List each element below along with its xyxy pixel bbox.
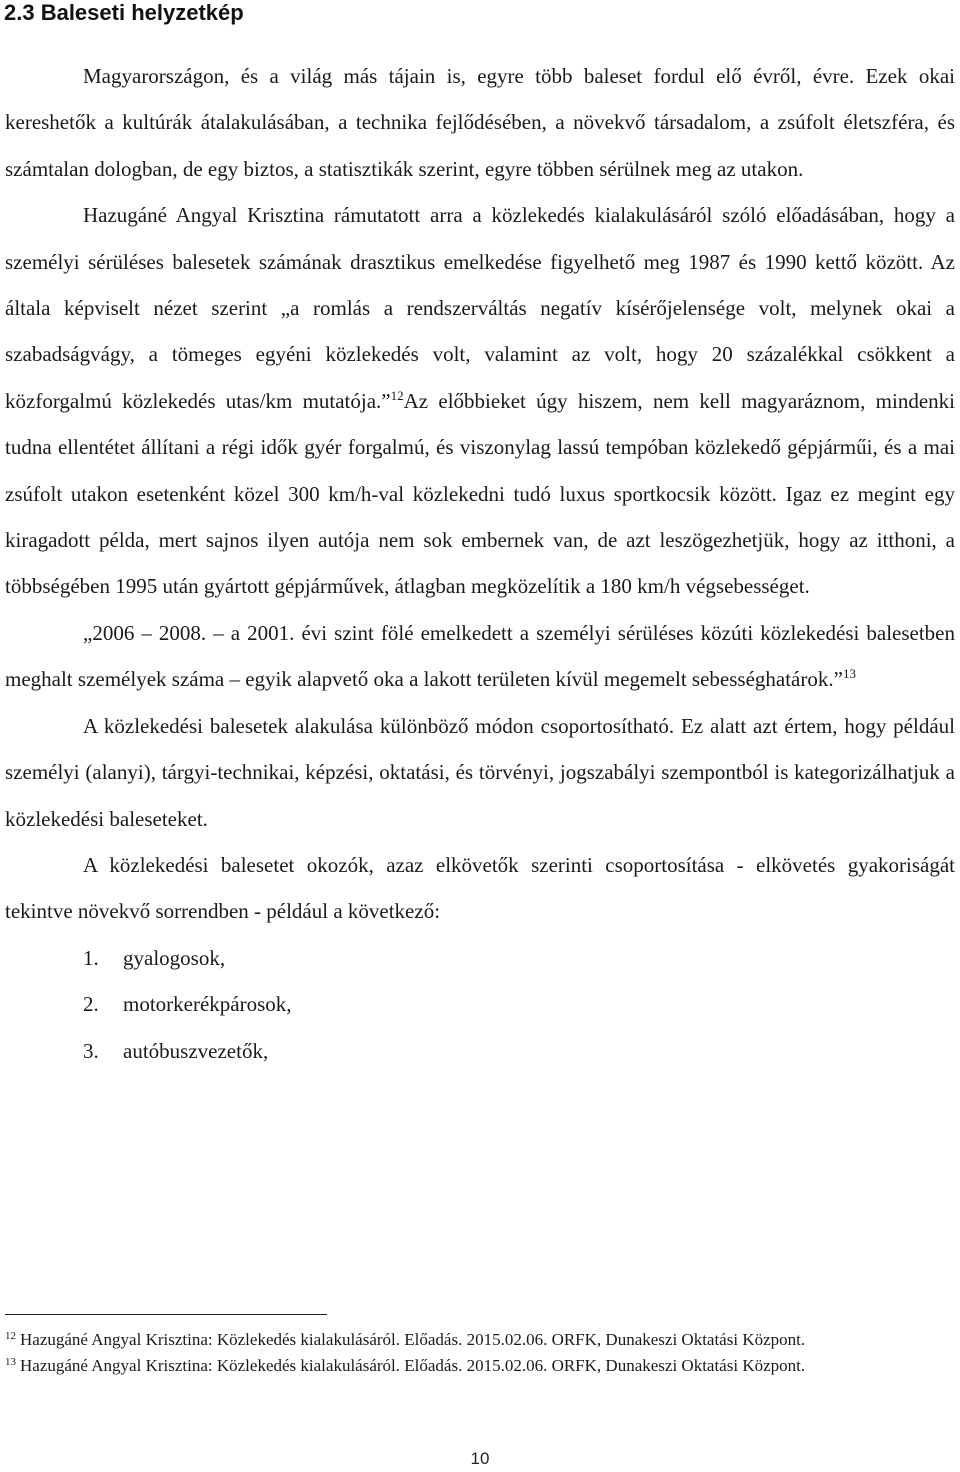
section-heading: 2.3 Baleseti helyzetkép xyxy=(4,0,244,25)
paragraph-1-text: Magyarországon, és a világ más tájain is, egyre több baleset fordul elő évről, évre. Ezek okai kereshetők a kultúrák átalakulásában, a technika fejlődésében, a növekvő társadalom, a zsúfolt életszféra, és számtalan dologban, de egy biztos, a statisztikák szerint, egyre többen sérülnek meg az utakon. xyxy=(5,64,955,181)
paragraph-4-text: A közlekedési balesetek alakulása különböző módon csoportosítható. Ez alatt azt értem, hogy például személyi (alanyi), tárgyi-technikai, képzési, oktatási, és törvényi, jogszabályi szempontból is kategorizálhatjuk a közlekedési baleseteket. xyxy=(5,713,955,831)
page-number: 10 xyxy=(470,1449,490,1468)
footnote-ref-13[interactable]: 13 xyxy=(842,666,856,682)
list-item xyxy=(5,1028,955,1074)
list-item-text: gyalogosok, xyxy=(123,945,226,970)
footnote-ref-12[interactable]: 12 xyxy=(390,387,404,403)
paragraph-1 xyxy=(5,53,955,192)
footnote-text: Hazugáné Angyal Krisztina: Közlekedés kialakulásáról. Előadás. 2015.02.06. ORFK, Dunakeszi Oktatási Központ. xyxy=(20,1356,806,1375)
body-text xyxy=(5,53,955,1074)
footnote-12 xyxy=(5,1328,955,1351)
list-item-number: 3. xyxy=(83,1038,99,1063)
paragraph-5 xyxy=(5,842,955,935)
list-item-text: autóbuszvezetők, xyxy=(123,1038,269,1063)
paragraph-2-text-continued: Az előbbieket úgy hiszem, nem kell magyaráznom, mindenki tudna ellentétet állítani a régi idők gyér forgalmú, és viszonylag lassú tempóban közlekedő gépjárműi, és a mai zsúfolt utakon esetenként közel 300 km/h-val közlekedni tudó luxus sportkocsik között. Igaz ez megint egy kiragadott példa, mert sajnos ilyen autója nem sok embernek van, de azt leszögezhetjük, hogy az itthoni, a többségében 1995 után gyártott gépjárművek, átlagban megközelítik a 180 km/h végsebességet. xyxy=(5,388,955,599)
footnote-number: 12 xyxy=(5,1330,16,1342)
footnote-separator xyxy=(5,1314,327,1315)
footnotes xyxy=(5,1328,955,1380)
paragraph-4 xyxy=(5,703,955,842)
list-item-number: 1. xyxy=(83,945,99,970)
footnote-number: 13 xyxy=(5,1356,16,1368)
list-item xyxy=(5,981,955,1027)
paragraph-2-text: Hazugáné Angyal Krisztina rámutatott arra a közlekedés kialakulásáról szóló előadásában, hogy a személyi sérüléses balesetek számának drasztikus emelkedése figyelhető meg 1987 és 1990 kettő között. Az általa képviselt nézet szerint „a romlás a rendszerváltás negatív kísérőjelensége volt, melynek okai a szabadságvágy, a tömeges egyéni közlekedés volt, valamint az volt, hogy 20 százalékkal csökkent a közforgalmú közlekedés utas/km mutatója.” xyxy=(5,203,955,413)
footnote-13 xyxy=(5,1354,955,1377)
footnote-text: Hazugáné Angyal Krisztina: Közlekedés kialakulásáról. Előadás. 2015.02.06. ORFK, Dunakeszi Oktatási Központ. xyxy=(20,1330,806,1349)
list-item-number: 2. xyxy=(83,992,99,1017)
list-item-text: motorkerékpárosok, xyxy=(123,992,292,1017)
offender-list xyxy=(5,935,955,1074)
paragraph-3 xyxy=(5,610,955,703)
paragraph-3-text: „2006 – 2008. – a 2001. évi szint fölé emelkedett a személyi sérüléses közúti közlekedési balesetben meghalt személyek száma – egyik alapvető oka a lakott területen kívül megemelt sebességhatárok.” xyxy=(5,620,955,692)
paragraph-5-text: A közlekedési balesetet okozók, azaz elkövetők szerinti csoportosítása - elkövetés gyakoriságát tekintve növekvő sorrendben - például a következő: xyxy=(5,852,955,924)
list-item xyxy=(5,935,955,981)
paragraph-2 xyxy=(5,192,955,610)
